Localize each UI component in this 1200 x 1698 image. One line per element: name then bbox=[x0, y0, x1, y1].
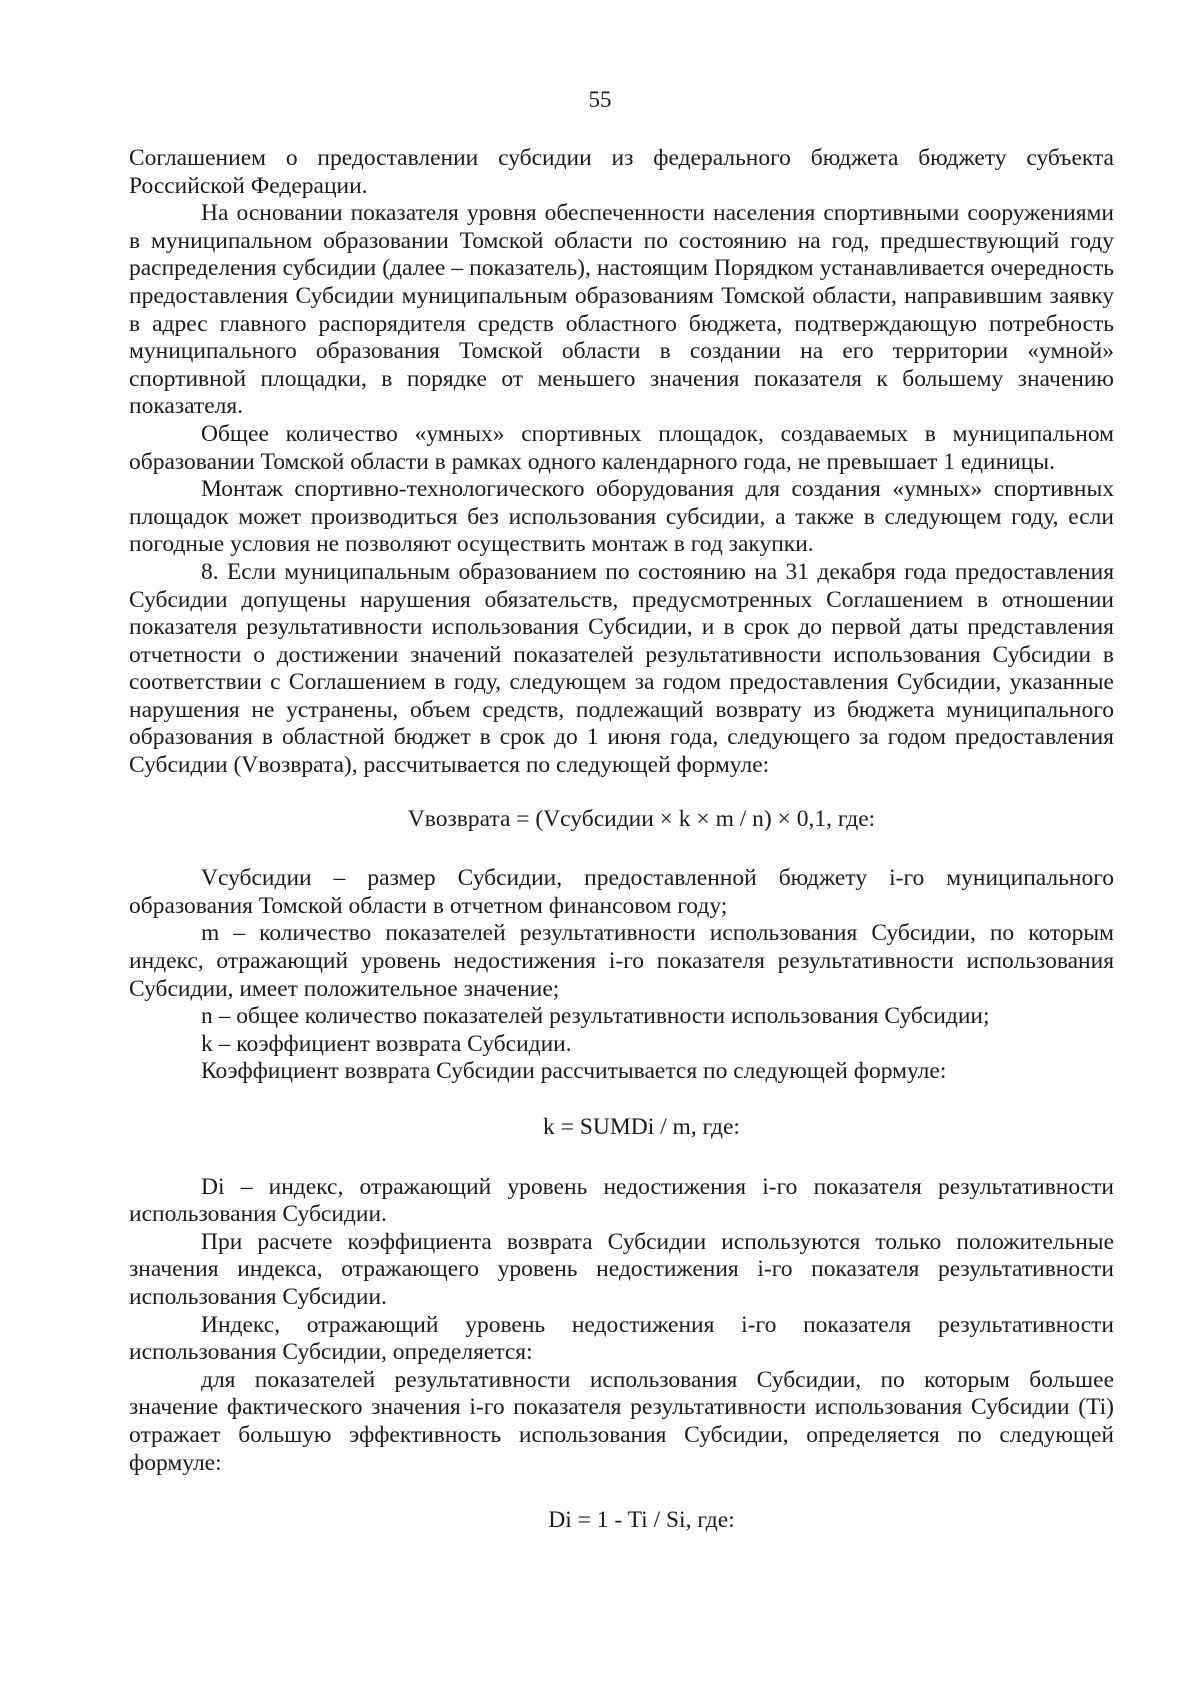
paragraph-smart-playgrounds-limit: Общее количество «умных» спортивных площадок, создаваемых в муниципальном образовании Томской области в рамках одного календарного года, не превышает 1 единицы. bbox=[129, 420, 1114, 475]
paragraph-positive-values: При расчете коэффициента возврата Субсидии используются только положительные значения индекса, отражающего уровень недостижения i-го показателя результативности использования Субсидии. bbox=[129, 1228, 1114, 1310]
formula-index: Di = 1 - Ti / Si, где: bbox=[548, 1507, 735, 1534]
paragraph-index-determination: Индекс, отражающий уровень недостижения i-го показателя результативности использования Субсидии, определяется: bbox=[129, 1311, 1114, 1366]
paragraph-continuation: Соглашением о предоставлении субсидии из федерального бюджета бюджету субъекта Российской Федерации. bbox=[129, 145, 1114, 199]
formula-return-coefficient: k = SUMDi / m, где: bbox=[543, 1114, 740, 1140]
formula-return-volume: Vвозврата = (Vсубсидии × k × m / n) × 0,1, где: bbox=[407, 805, 876, 832]
paragraph-equipment-installation: Монтаж спортивно-технологического оборудования для создания «умных» спортивных площадок может производиться без использования субсидии, а также в следующем году, если погодные условия не позволяют осуществить монтаж в год закупки. bbox=[129, 476, 1114, 558]
paragraph-di-definition: Di – индекс, отражающий уровень недостижения i-го показателя результативности использования Субсидии. bbox=[129, 1173, 1114, 1228]
paragraph-indicator-priority: На основании показателя уровня обеспеченности населения спортивными сооружениями в муниципальном образовании Томской области по состоянию на год, предшествующий году распределения субсидии (далее – показатель), настоящим Порядком устанавливается очередность предоставления Субсидии муниципальным образованиям Томской области, направившим заявку в адрес главного распорядителя средств областного бюджета, подтверждающую потребность муниципального образования Томской области в создании на его территории «умной» спортивной площадки, в порядке от меньшего значения показателя к большему значению показателя. bbox=[129, 200, 1114, 420]
paragraph-section-8: 8. Если муниципальным образованием по состоянию на 31 декабря года предоставления Субсидии допущены нарушения обязательств, предусмотренных Соглашением в отношении показателя результативности использования Субсидии, и в срок до первой даты представления отчетности о достижении значений показателей результативности использования Субсидии в соответствии с Соглашением в году, следующем за годом предоставления Субсидии, указанные нарушения не устранены, объем средств, подлежащий возврату из бюджета муниципального образования в областной бюджет в срок до 1 июня года, следующего за годом предоставления Субсидии (Vвозврата), рассчитывается по следующей формуле: bbox=[129, 558, 1114, 779]
paragraph-n-definition: n – общее количество показателей результативности использования Субсидии; bbox=[201, 1003, 990, 1030]
paragraph-v-subsidy-definition: Vсубсидии – размер Субсидии, предоставленной бюджету i-го муниципального образования Томской области в отчетном финансовом году; bbox=[129, 865, 1114, 919]
paragraph-greater-value-indicators: для показателей результативности использования Субсидии, по которым большее значение фактического значения i-го показателя результативности использования Субсидии (Ti) отражает большую эффективность использования Субсидии, определяется по следующей формуле: bbox=[129, 1366, 1114, 1476]
document-body bbox=[129, 145, 1114, 1535]
paragraph-k-formula-intro: Коэффициент возврата Субсидии рассчитывается по следующей формуле: bbox=[201, 1058, 947, 1085]
paragraph-k-definition: k – коэффициент возврата Субсидии. bbox=[201, 1030, 572, 1057]
page-number: 55 bbox=[588, 87, 612, 112]
paragraph-m-definition: m – количество показателей результативности использования Субсидии, по которым индекс, отражающий уровень недостижения i-го показателя результативности использования Субсидии, имеет положительное значение; bbox=[129, 920, 1114, 1002]
